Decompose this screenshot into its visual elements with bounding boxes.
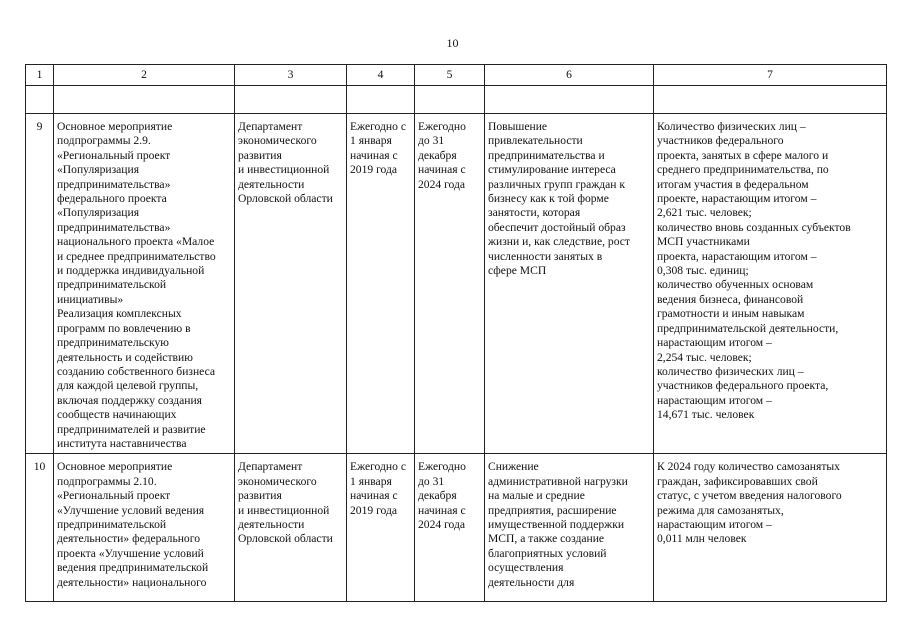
table-row bbox=[26, 454, 887, 602]
column-header: 6 bbox=[485, 65, 654, 86]
empty-row bbox=[26, 86, 887, 114]
column-header: 5 bbox=[415, 65, 485, 86]
column-header: 3 bbox=[235, 65, 347, 86]
result-cell: Снижение административной нагрузки на малые и средние предприятия, расширение имущественной поддержки МСП, а также создание благоприятных условий осуществления деятельности для bbox=[488, 460, 628, 589]
empty-cell bbox=[54, 86, 235, 114]
empty-cell bbox=[654, 86, 887, 114]
column-header: 2 bbox=[54, 65, 235, 86]
start-date-cell: Ежегодно с 1 января начиная с 2019 года bbox=[350, 460, 406, 517]
page-number: 10 bbox=[446, 36, 459, 50]
empty-cell bbox=[347, 86, 415, 114]
row-number: 9 bbox=[26, 114, 54, 454]
executor-cell: Департамент экономического развития и инвестиционной деятельности Орловской области bbox=[235, 114, 347, 454]
end-date-cell: Ежегодно до 31 декабря начиная с 2024 года bbox=[415, 114, 485, 454]
header-row bbox=[26, 65, 887, 86]
row-number: 10 bbox=[33, 460, 46, 474]
empty-cell bbox=[485, 86, 654, 114]
result-cell: Повышение привлекательности предпринимательства и стимулирование интереса различных групп граждан к бизнесу как к той форме занятости, которая обеспечит достойный образ жизни и, как следствие, рост численности занятых в сфере МСП bbox=[485, 114, 654, 454]
empty-cell bbox=[26, 86, 54, 114]
end-date-cell: Ежегодно до 31 декабря начиная с 2024 года bbox=[418, 460, 466, 531]
table-row bbox=[26, 114, 887, 454]
indicators-cell: Количество физических лиц – участников федерального проекта, занятых в сфере малого и среднего предпринимательства, по итогам участия в федеральном проекте, нарастающим итогом – 2,621 тыс. человек; количество вновь созданных субъектов МСП участниками проекта, нарастающим итогом – 0,308 тыс. единиц; количество обученных основам ведения бизнеса, финансовой грамотности и иным навыкам предпринимательской деятельности, нарастающим итогом – 2,254 тыс. человек; количество физических лиц – участников федерального проекта, нарастающим итогом – 14,671 тыс. человек bbox=[654, 114, 887, 454]
indicators-cell: К 2024 году количество самозанятых граждан, зафиксировавших свой статус, с учетом введения налогового режима для самозанятых, нарастающим итогом – 0,011 млн человек bbox=[657, 460, 842, 546]
program-events-table bbox=[25, 64, 887, 602]
empty-cell bbox=[235, 86, 347, 114]
start-date-cell: Ежегодно с 1 января начиная с 2019 года bbox=[347, 114, 415, 454]
column-header: 4 bbox=[347, 65, 415, 86]
column-header: 1 bbox=[26, 65, 54, 86]
executor-cell: Департамент экономического развития и инвестиционной деятельности Орловской области bbox=[238, 460, 333, 546]
event-cell: Основное мероприятие подпрограммы 2.10. «Региональный проект «Улучшение условий ведения предпринимательской деятельности» федерального проекта «Улучшение условий ведения предпринимательской деятельности» национального bbox=[57, 460, 209, 589]
event-cell: Основное мероприятие подпрограммы 2.9. «Региональный проект «Популяризация предпринимательства» федерального проекта «Популяризация предпринимательства» национального проекта «Малое и среднее предпринимательство и поддержка индивидуальной предпринимательской инициативы» Реализация комплексных программ по вовлечению в предпринимательскую деятельность и содействию созданию собственного бизнеса для каждой целевой группы, включая поддержку создания сообществ начинающих предпринимателей и развитие института наставничества bbox=[54, 114, 235, 454]
column-header: 7 bbox=[654, 65, 887, 86]
empty-cell bbox=[415, 86, 485, 114]
